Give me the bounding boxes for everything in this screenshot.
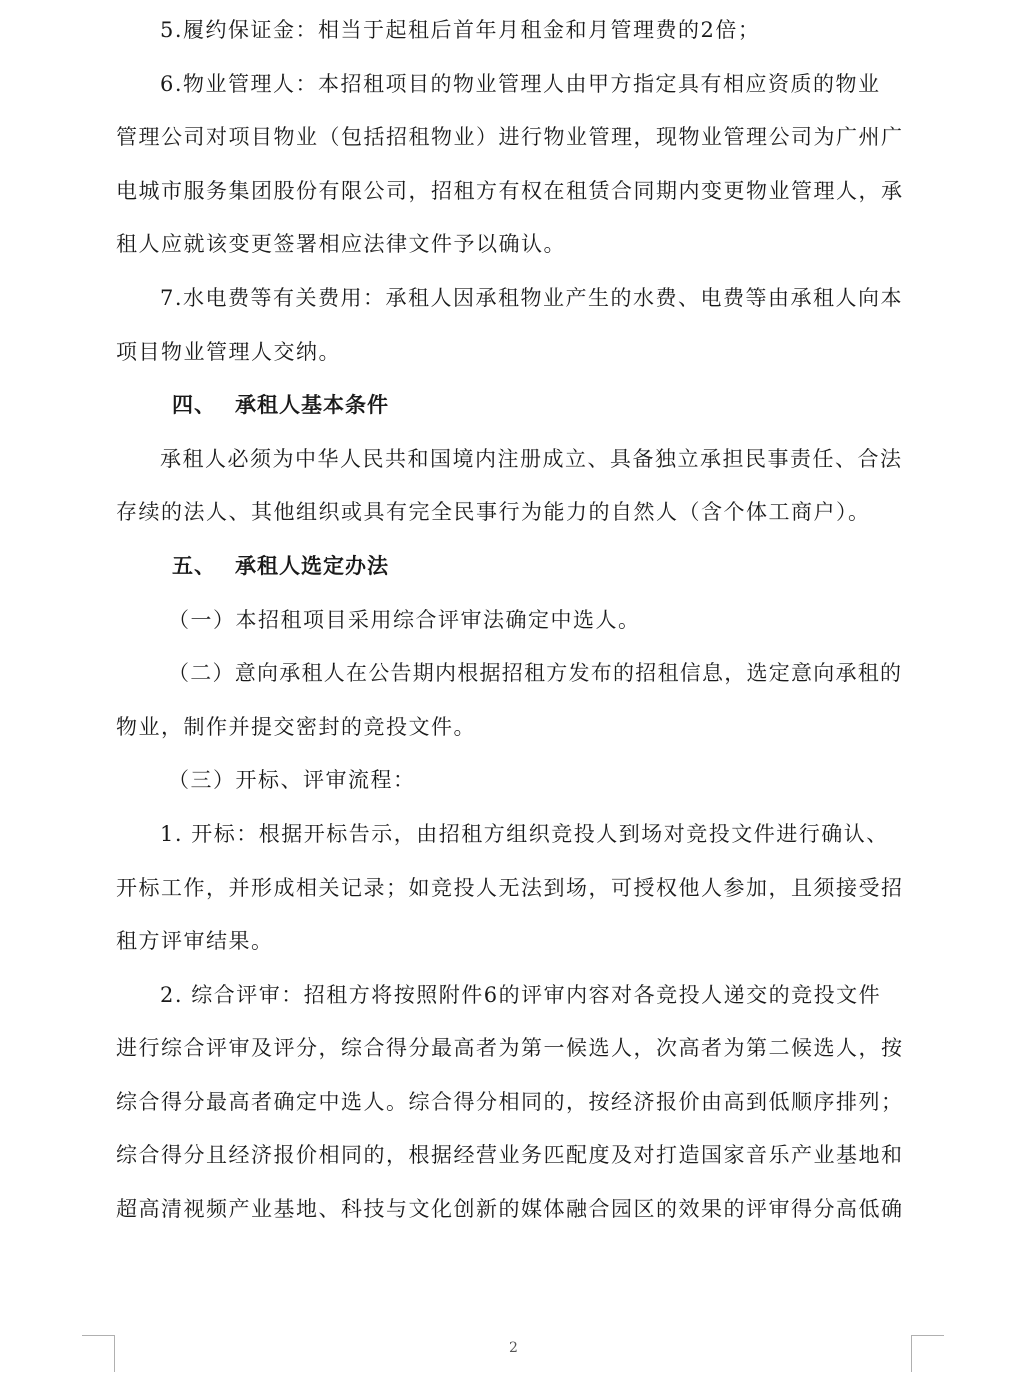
document-body	[116, 4, 910, 1237]
paragraph-opening-line3: 租方评审结果。	[116, 929, 274, 954]
paragraph-conditions-line1: 承租人必须为中华人民共和国境内注册成立、具备独立承担民事责任、合法	[160, 446, 903, 471]
section-heading-4-number: 四、	[172, 393, 216, 418]
paragraph-opening-line2: 开标工作，并形成相关记录；如竞投人无法到场，可授权他人参加，且须接受招	[116, 875, 904, 900]
paragraph-property-manager-line2: 管理公司对项目物业（包括招租物业）进行物业管理，现物业管理公司为广州广	[116, 125, 904, 150]
paragraph-utility-fees-line2: 项目物业管理人交纳。	[116, 339, 341, 364]
paragraph-property-manager-line4: 租人应就该变更签署相应法律文件予以确认。	[116, 232, 566, 257]
section-heading-4	[116, 379, 910, 433]
paragraph-evaluation-line3: 综合得分最高者确定中选人。综合得分相同的，按经济报价由高到低顺序排列；	[116, 1089, 904, 1114]
paragraph-sub-3: （三）开标、评审流程：	[168, 768, 416, 793]
paragraph-property-manager-line3: 电城市服务集团股份有限公司，招租方有权在租赁合同期内变更物业管理人，承	[116, 178, 904, 203]
paragraph-opening-line1: 1. 开标：根据开标告示，由招租方组织竞投人到场对竞投文件进行确认、	[160, 821, 889, 846]
section-heading-5-number: 五、	[172, 553, 216, 578]
paragraph-evaluation-line2: 进行综合评审及评分，综合得分最高者为第一候选人，次高者为第二候选人，按	[116, 1036, 904, 1061]
paragraph-evaluation-line4: 综合得分且经济报价相同的，根据经营业务匹配度及对打造国家音乐产业基地和	[116, 1143, 904, 1168]
paragraph-property-manager-line1: 6.物业管理人：本招租项目的物业管理人由甲方指定具有相应资质的物业	[160, 71, 881, 96]
page-number: 2	[509, 1340, 518, 1356]
paragraph-sub-1: （一）本招租项目采用综合评审法确定中选人。	[168, 607, 641, 632]
paragraph-deposit: 5.履约保证金：相当于起租后首年月租金和月管理费的2倍；	[160, 18, 761, 42]
section-heading-5-title: 承租人选定办法	[235, 553, 389, 578]
paragraph-evaluation-line5: 超高清视频产业基地、科技与文化创新的媒体融合园区的效果的评审得分高低确	[116, 1197, 904, 1222]
section-heading-5	[116, 540, 910, 594]
paragraph-sub-2-line1: （二）意向承租人在公告期内根据招租方发布的招租信息，选定意向承租的	[168, 661, 903, 686]
section-heading-4-title: 承租人基本条件	[235, 393, 389, 418]
paragraph-conditions-line2: 存续的法人、其他组织或具有完全民事行为能力的自然人（含个体工商户）。	[116, 500, 871, 525]
paragraph-evaluation-line1: 2. 综合评审：招租方将按照附件6的评审内容对各竞投人递交的竞投文件	[160, 982, 882, 1007]
paragraph-sub-2-line2: 物业，制作并提交密封的竞投文件。	[116, 714, 476, 739]
paragraph-utility-fees-line1: 7.水电费等有关费用：承租人因承租物业产生的水费、电费等由承租人向本	[160, 285, 904, 310]
